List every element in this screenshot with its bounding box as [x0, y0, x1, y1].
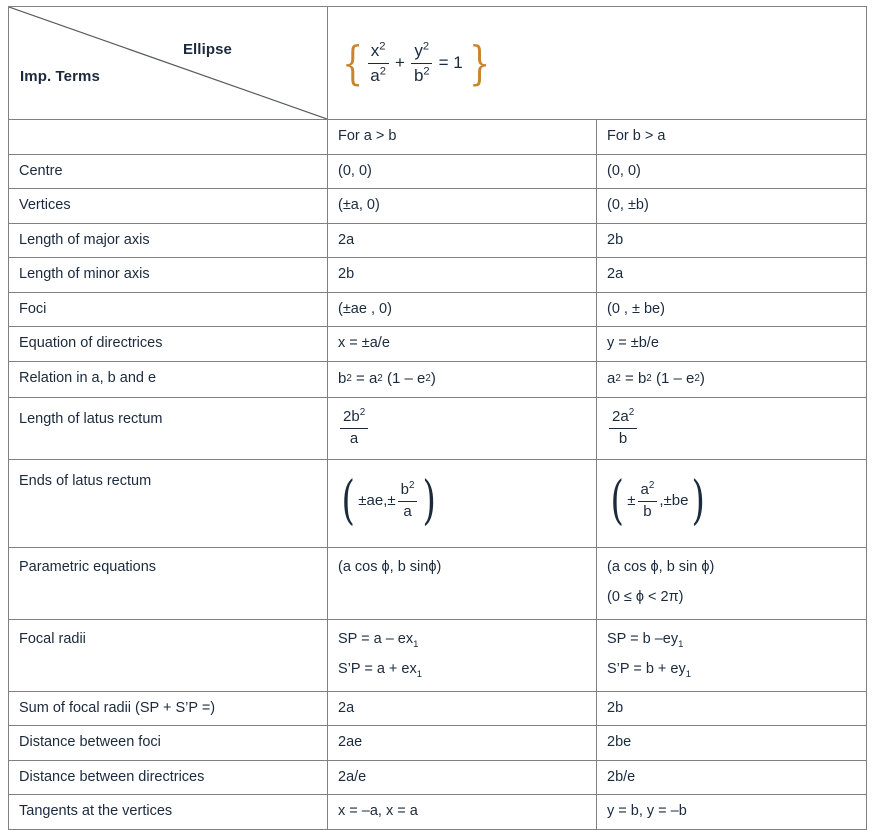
- exponent: 2: [379, 64, 386, 77]
- exponent: 2: [628, 406, 635, 418]
- table-row: [9, 223, 867, 258]
- row-term: Focal radii: [9, 619, 328, 691]
- fraction-numerator: $2b^2$: [340, 408, 368, 429]
- row-value-ab: [328, 397, 597, 459]
- latus-ends-lead: ±ae,±: [358, 492, 396, 510]
- fraction-numerator: $a^2$: [638, 481, 658, 502]
- latus-ends-fraction: [638, 481, 658, 522]
- focal-radii-ab-line2: S’P = $a + ex_1$: [338, 661, 423, 680]
- table-row-focal-radii: [9, 619, 867, 691]
- table-row: [9, 691, 867, 726]
- table-row: [9, 189, 867, 224]
- row-value-ba: 2be: [597, 726, 867, 761]
- open-paren-glyph: (: [610, 471, 624, 532]
- row-value-ab: [328, 619, 597, 691]
- table-row: [9, 795, 867, 830]
- header-imp-terms-label: Imp. Terms: [20, 68, 100, 85]
- table-case-row: [9, 120, 867, 155]
- table-row-parametric: [9, 547, 867, 619]
- close-paren-glyph: ): [691, 471, 706, 532]
- plus-operator: +: [395, 52, 405, 72]
- row-term: Ends of latus rectum: [9, 459, 328, 547]
- exponent: 2: [648, 480, 655, 492]
- row-value-ba: y = ±b/e: [597, 327, 867, 362]
- row-value-ba: y = b, y = –b: [597, 795, 867, 830]
- row-value-ba: 2a: [597, 258, 867, 293]
- row-term: Foci: [9, 292, 328, 327]
- row-value-ab: (±ae , 0): [328, 292, 597, 327]
- row-value-ab: (0, 0): [328, 154, 597, 189]
- latus-ends-lead: ±: [627, 492, 636, 510]
- relation-formula-ba: a 2 = b 2 (1 – e 2 ): [607, 369, 705, 387]
- table-row-latus-ends: [9, 459, 867, 547]
- focal-radii-ba-line1: SP = b $-ey_1$: [607, 630, 684, 650]
- row-term: Length of latus rectum: [9, 397, 328, 459]
- row-term: Vertices: [9, 189, 328, 224]
- row-term: Tangents at the vertices: [9, 795, 328, 830]
- table-row: [9, 258, 867, 293]
- exponent: 2: [379, 40, 386, 53]
- fraction-denominator: b: [618, 429, 628, 447]
- ellipse-reference-table-container: [8, 6, 866, 830]
- ellipse-reference-table: [8, 6, 867, 830]
- row-term: Length of minor axis: [9, 258, 328, 293]
- row-value-ab: 2a: [328, 691, 597, 726]
- row-value-ab: 2b: [328, 258, 597, 293]
- row-term: Distance between directrices: [9, 760, 328, 795]
- latus-rectum-fraction-ab: [340, 408, 368, 449]
- fraction-y-over-b: [411, 40, 433, 86]
- row-value-ab: 2ae: [328, 726, 597, 761]
- close-paren-glyph: ): [422, 471, 437, 532]
- close-brace-glyph: }: [468, 35, 490, 90]
- exponent: 2: [422, 40, 430, 53]
- diagonal-divider-icon: [9, 7, 327, 119]
- subscript: 1: [685, 668, 692, 680]
- row-value-ba: [597, 619, 867, 691]
- row-term: Centre: [9, 154, 328, 189]
- row-value-ab: [328, 547, 597, 619]
- focal-radii-ba-line2: S’P = $b + ey_1$: [607, 661, 692, 680]
- row-value-ba: [597, 397, 867, 459]
- table-row-relation: [9, 361, 867, 397]
- row-value-ab: 2a/e: [328, 760, 597, 795]
- row-value-ba: [597, 361, 867, 397]
- row-value-ba: [597, 459, 867, 547]
- table-header-row: [9, 7, 867, 120]
- exponent: 2: [423, 64, 430, 77]
- fraction-numerator: $y^2$: [411, 40, 432, 63]
- parametric-ba-line2: (0 ≤ ϕ < 2π): [607, 589, 684, 606]
- case-label-b-greater-a: For b > a: [597, 120, 867, 155]
- row-value-ba: 2b: [597, 691, 867, 726]
- table-row: [9, 154, 867, 189]
- case-row-blank-cell: [9, 120, 328, 155]
- case-label-a-greater-b: For a > b: [328, 120, 597, 155]
- latus-ends-expression-ab: [338, 471, 440, 532]
- header-ellipse-label: Ellipse: [182, 41, 232, 58]
- latus-ends-fraction: [398, 481, 418, 522]
- row-value-ab: x = ±a/e: [328, 327, 597, 362]
- row-value-ba: (0 , ± be): [597, 292, 867, 327]
- row-term: Distance between foci: [9, 726, 328, 761]
- latus-ends-expression-ba: [607, 471, 709, 532]
- latus-rectum-fraction-ba: [609, 408, 637, 449]
- fraction-denominator: a: [349, 429, 359, 447]
- fraction-denominator: a: [403, 502, 412, 520]
- fraction-numerator: $x^2$: [368, 40, 389, 63]
- fraction-numerator: $2a^2$: [609, 408, 637, 429]
- row-term: Length of major axis: [9, 223, 328, 258]
- header-equation-cell: [328, 7, 867, 120]
- row-value-ab: (±a, 0): [328, 189, 597, 224]
- row-term: Relation in a, b and e: [9, 361, 328, 397]
- table-row: [9, 760, 867, 795]
- open-paren-glyph: (: [341, 471, 355, 532]
- row-value-ba: (0, ±b): [597, 189, 867, 224]
- focal-radii-ab-line1: SP = a – $ex_1$: [338, 630, 419, 650]
- row-value-ab: x = –a, x = a: [328, 795, 597, 830]
- table-row: [9, 726, 867, 761]
- fraction-denominator: b: [643, 502, 652, 520]
- ellipse-standard-equation: [338, 35, 494, 90]
- parametric-ab-line1: (a cos ϕ, b sinϕ): [338, 558, 442, 575]
- exponent: 2: [359, 406, 366, 418]
- open-brace-glyph: {: [342, 35, 364, 90]
- equals-one: = 1: [438, 52, 463, 72]
- latus-ends-trail: ,±be: [659, 492, 689, 510]
- row-value-ba: [597, 547, 867, 619]
- fraction-denominator: $b^2$: [413, 64, 430, 85]
- table-row: [9, 292, 867, 327]
- fraction-numerator: $b^2$: [398, 481, 418, 502]
- row-term: Equation of directrices: [9, 327, 328, 362]
- row-value-ba: 2b/e: [597, 760, 867, 795]
- row-value-ab: [328, 361, 597, 397]
- header-corner-cell: [9, 7, 328, 120]
- table-row-latus-length: [9, 397, 867, 459]
- subscript: 1: [416, 668, 423, 680]
- row-value-ba: (0, 0): [597, 154, 867, 189]
- relation-formula-ab: b 2 = a 2 (1 – e 2 ): [338, 369, 436, 387]
- row-term: Sum of focal radii (SP + S’P =): [9, 691, 328, 726]
- exponent: 2: [408, 480, 415, 492]
- row-term: Parametric equations: [9, 547, 328, 619]
- row-value-ab: [328, 459, 597, 547]
- subscript: 1: [413, 638, 419, 650]
- fraction-x-over-a: [367, 40, 389, 86]
- parametric-ba-line1: (a cos ϕ, b sin ϕ): [607, 558, 715, 575]
- subscript: 1: [678, 638, 684, 650]
- table-row: [9, 327, 867, 362]
- row-value-ab: 2a: [328, 223, 597, 258]
- row-value-ba: 2b: [597, 223, 867, 258]
- fraction-denominator: $a^2$: [370, 64, 386, 85]
